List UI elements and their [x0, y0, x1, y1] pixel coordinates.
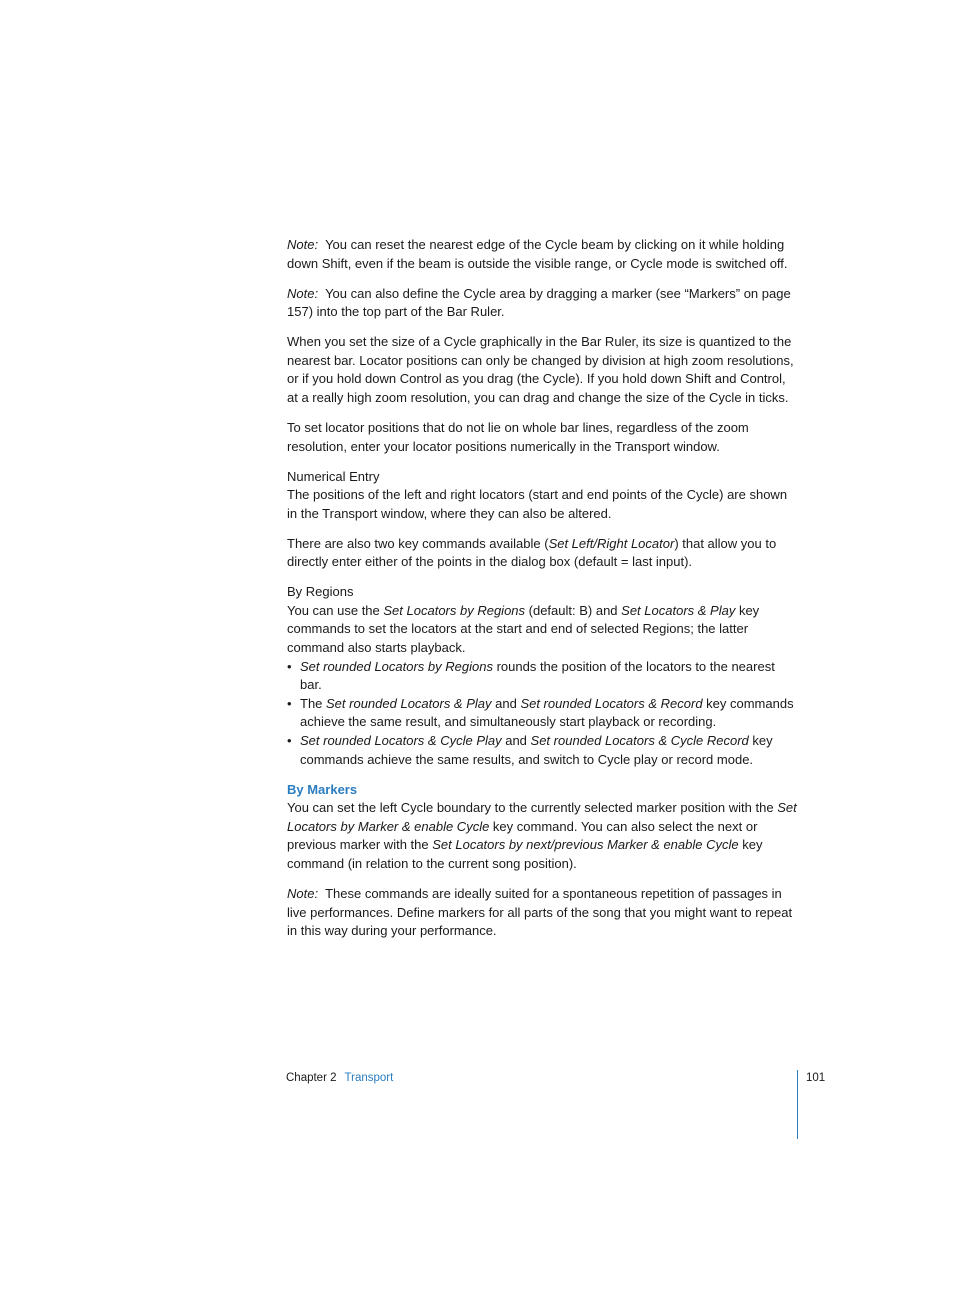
key-command-name: Set rounded Locators & Record: [520, 695, 703, 711]
page-number: 101: [806, 1072, 826, 1084]
note-text: You can reset the nearest edge of the Cycle beam by clicking on it while holding down Shift, even if the beam is outside the visible range, or Cycle mode is switched off.: [287, 237, 788, 271]
note-label: Note:: [287, 885, 319, 901]
key-command-name: Set Locators & Play: [621, 602, 736, 618]
page-footer: [286, 1070, 393, 1086]
key-command-name: Set rounded Locators & Cycle Play: [300, 733, 502, 748]
body-paragraph: [287, 602, 799, 658]
page-content: [287, 236, 799, 952]
section-heading-by-regions: By Regions: [287, 584, 354, 600]
text-run: key commands achieve the same results, and switch to Cycle play or record mode.: [300, 733, 773, 767]
page-divider: [797, 1070, 798, 1139]
note-label: Note:: [287, 285, 319, 301]
text-run: There are also two key commands available (: [287, 535, 549, 551]
list-item: [287, 695, 799, 732]
chapter-label: Chapter 2: [286, 1072, 337, 1084]
note-label: Note:: [287, 237, 319, 252]
body-paragraph: [287, 799, 799, 873]
note-paragraph: [287, 236, 799, 273]
text-run: You can use the: [287, 602, 384, 618]
note-text: These commands are ideally suited for a spontaneous repetition of passages in live performances. Define markers for all parts of the song that you might want to repeat in this way during your performance.: [287, 885, 793, 939]
key-command-name: Set Left/Right Locator: [548, 535, 675, 551]
note-paragraph: [287, 285, 799, 322]
body-paragraph: The positions of the left and right locators (start and end points of the Cycle) are shown in the Transport window, where they can also be altered.: [287, 487, 788, 521]
bullet-list: [287, 658, 799, 770]
key-command-name: Set rounded Locators & Play: [326, 695, 492, 711]
body-paragraph: [287, 535, 799, 572]
note-text: You can also define the Cycle area by dragging a marker (see “Markers” on page 157) into the top part of the Bar Ruler.: [287, 285, 791, 320]
list-item: [287, 732, 799, 769]
section-heading-numerical-entry: Numerical Entry: [287, 468, 380, 484]
text-run: You can set the left Cycle boundary to the currently selected marker position with the: [287, 800, 778, 816]
list-item: [287, 658, 799, 695]
note-paragraph: [287, 885, 799, 941]
text-run: key commands to set the locators at the start and end of selected Regions; the latter command also starts playback.: [287, 602, 760, 656]
text-run: The: [300, 695, 327, 711]
body-paragraph: To set locator positions that do not lie on whole bar lines, regardless of the zoom resolution, enter your locator positions numerically in the Transport window.: [287, 419, 749, 454]
key-command-name: Set rounded Locators & Cycle Record: [530, 733, 749, 748]
key-command-name: Set rounded Locators by Regions: [300, 658, 493, 674]
bullet-icon: •: [287, 733, 292, 748]
body-paragraph: When you set the size of a Cycle graphically in the Bar Ruler, its size is quantized to the nearest bar. Locator positions can only be changed by division at high zoom resolutions, or if you hold down Control as you drag (the Cycle). If you hold down Shift and Control, at a really high zoom resolution, you can drag and change the size of the Cycle in ticks.: [287, 334, 794, 405]
key-command-name: Set Locators by next/previous Marker & enable Cycle: [432, 837, 739, 853]
text-run: and: [501, 733, 531, 748]
bullet-icon: •: [287, 695, 292, 711]
section-heading-by-markers: By Markers: [287, 781, 358, 797]
text-run: and: [491, 695, 521, 711]
text-run: (default: B) and: [525, 602, 622, 618]
key-command-name: Set Locators by Marker & enable Cycle: [287, 800, 797, 834]
text-run: ) that allow you to directly enter either of the points in the dialog box (default = last input).: [287, 535, 777, 570]
text-run: rounds the position of the locators to the nearest bar.: [300, 658, 775, 693]
text-run: key command. You can also select the next or previous marker with the: [287, 818, 758, 853]
text-run: key command (in relation to the current song position).: [287, 837, 763, 871]
text-run: key commands achieve the same result, and simultaneously start playback or recording.: [300, 695, 794, 730]
key-command-name: Set Locators by Regions: [383, 602, 526, 618]
chapter-title-link[interactable]: Transport: [344, 1072, 394, 1084]
bullet-icon: •: [287, 658, 292, 674]
